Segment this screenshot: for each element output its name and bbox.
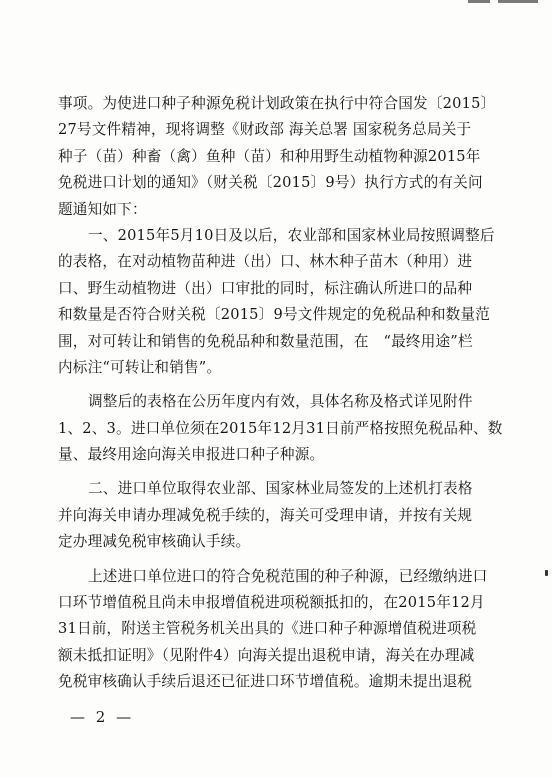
text-line: 题通知如下： <box>58 200 147 218</box>
text-line: 量、最终用途向海关申报进口种子种源。 <box>58 446 325 464</box>
page-number: — 2 — <box>70 708 135 726</box>
text-line: 免税进口计划的通知》（财关税〔2015〕9号）执行方式的有关问 <box>58 174 483 192</box>
text-line: 上述进口单位进口的符合免税范围的种子种源，已经缴纳进口 <box>88 567 488 585</box>
text-line: 二、进口单位取得农业部、国家林业局签发的上述机打表格 <box>88 480 473 498</box>
text-line: 27号文件精神，现将调整《财政部 海关总署 国家税务总局关于 <box>58 121 472 139</box>
text-line: 定办理减免税审核确认手续。 <box>58 533 251 551</box>
text-line: 内标注“可转让和销售”。 <box>58 358 222 376</box>
text-line: 额未抵扣证明》（见附件4）向海关提出退税申请，海关在办理减 <box>58 646 475 664</box>
text-line: 1、2、3。进口单位须在2015年12月31日前严格按照免税品种、数 <box>58 419 503 437</box>
text-line: 一、2015年5月10日及以后，农业部和国家林业局按照调整后 <box>88 226 495 244</box>
text-line: 围，对可转让和销售的免税品种和数量范围，在 “最终用途”栏 <box>58 332 473 350</box>
text-line: 口、野生动植物进（出）口审批的同时，标注确认所进口的品种 <box>58 279 473 297</box>
text-line: 事项。为使进口种子种源免税计划政策在执行中符合国发〔2015〕 <box>58 95 496 112</box>
text-line: 并向海关申请办理减免税手续的，海关可受理申请，并按有关规 <box>58 506 473 524</box>
text-line: 种子（苗）种畜（禽）鱼种（苗）和种用野生动植物种源2015年 <box>58 147 481 165</box>
text-line: 31日前，附送主管税务机关出具的《进口种子种源增值税进项税 <box>58 620 477 638</box>
text-line: 和数量是否符合财关税〔2015〕9号文件规定的免税品种和数量范 <box>58 306 491 324</box>
text-line: 免税审核确认手续后退还已征进口环节增值税。逾期未提出退税 <box>58 673 473 691</box>
text-line: 的表格，在对动植物苗种进（出）口、林木种子苗木（种用）进 <box>58 253 473 271</box>
scan-mark <box>468 0 490 3</box>
scan-mark <box>498 0 538 3</box>
body-text <box>58 91 518 696</box>
scan-mark <box>545 570 548 576</box>
text-line: 调整后的表格在公历年度内有效，具体名称及格式详见附件 <box>88 393 473 411</box>
text-line: 口环节增值税且尚未申报增值税进项税额抵扣的，在2015年12月 <box>58 594 485 612</box>
